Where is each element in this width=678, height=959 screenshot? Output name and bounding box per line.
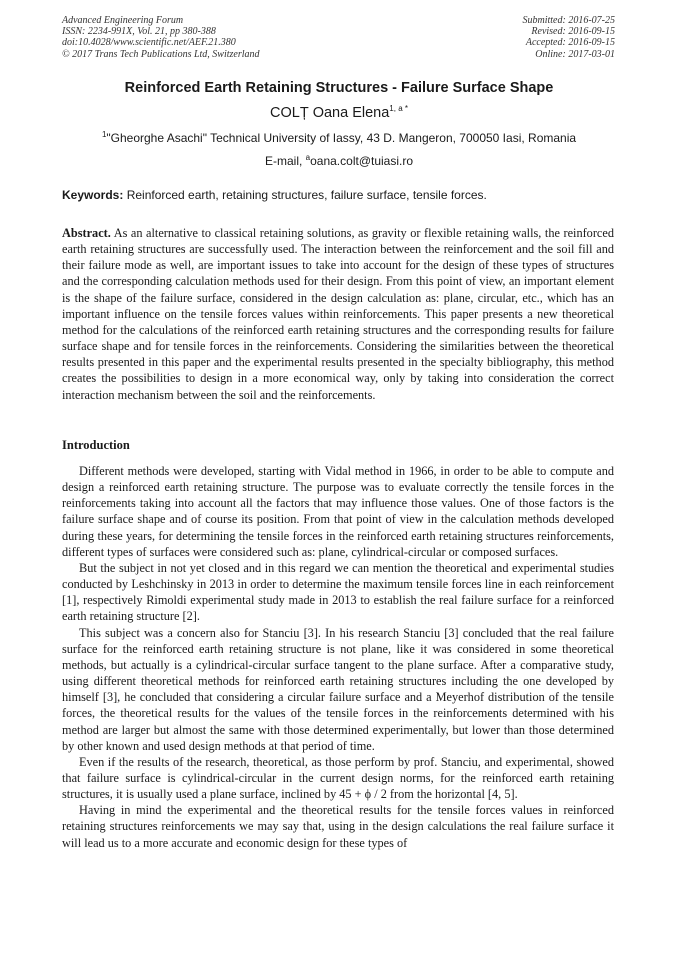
email-line [0, 154, 678, 168]
abstract [62, 225, 614, 403]
affiliation [0, 131, 678, 145]
journal-copyright: © 2017 Trans Tech Publications Ltd, Switzerland [62, 48, 260, 60]
abstract-label: Abstract. [62, 226, 111, 240]
email-label: E-mail, [264, 154, 306, 168]
author-line [0, 105, 678, 121]
journal-info [62, 15, 260, 60]
paper-title: Reinforced Earth Retaining Structures - Failure Surface Shape [124, 80, 554, 96]
submitted-date: Submitted: 2016-07-25 [522, 15, 615, 26]
keywords [62, 188, 614, 202]
journal-issn: ISSN: 2234-991X, Vol. 21, pp 380-388 [62, 26, 216, 38]
journal-name: Advanced Engineering Forum [62, 15, 184, 26]
email-address[interactable]: oana.colt@tuiasi.ro [310, 154, 414, 168]
paragraph: Even if the results of the research, theoretical, as those perform by prof. Stanciu, and experimental, showed that failure surface is cylindrical-circular in the current design norms, for the reinforced earth retaining structures, it is usually used a plane surface, inclined by 45 + ϕ / 2 from the horizontal [4, 5]. [62, 754, 614, 802]
submission-dates [523, 15, 616, 60]
keywords-label: Keywords: [62, 188, 124, 202]
online-date: Online: 2017-03-01 [535, 48, 615, 60]
revised-date: Revised: 2016-09-15 [531, 26, 615, 38]
paragraph: Different methods were developed, starting with Vidal method in 1966, in order to be able to compute and design a reinforced earth retaining structure. The purpose was to evaluate correctly the tensile forces in the reinforcements taking into account all the factors that may influence those values. One of those factors is the failure surface shape and of course its position. From that point of view in the calculation methods developed during these years, for determining the tensile forces in the reinforced earth retaining structures reinforcements, different types of surfaces were considered such as: plane, cylindrical-circular or composed surfaces. [62, 464, 614, 559]
email-mark: a [305, 153, 311, 162]
paragraph: But the subject in not yet closed and in this regard we can mention the theoretical and experimental studies conducted by Leshchinsky in 2013 in order to determine the maximum tensile forces line in each reinforcement [1], respectively Rimoldi experimental study made in 2013 to establish the real failure surface for a reinforced earth retaining structure [2]. [62, 560, 614, 624]
introduction-body [62, 463, 614, 851]
affiliation-text: "Gheorghe Asachi" Technical University of Iassy, 43 D. Mangeron, 700050 Iasi, Romania [106, 131, 577, 145]
affiliation-mark: 1 [101, 130, 107, 139]
author-name: COLȚ Oana Elena [270, 105, 390, 121]
accepted-date: Accepted: 2016-09-15 [525, 37, 615, 49]
abstract-text: As an alternative to classical retaining solutions, as gravity or flexible retaining walls, the reinforced earth retaining structures are successfully used. The interaction between the reinforcement and the soil fill and their failure mode as well, are important issues to take into account for the design of these types of structures and the corresponding calculation methods used for their design. From this point of view, an important element is the shape of the failure surface, considered in the design calculation as: plane, circular, etc., which has an important influence on the tensile forces values within reinforcements. This paper presents a new theoretical method for the calculations of the reinforced earth retaining structures and the corresponding results for failure surface shape and for tensile forces in the reinforcements. Considering the similarities between the theoretical results presented in this paper and the experimental results presented in the specialty bibliography, this method creates the possibilities to design in a more economical way, only by taking into consideration the correct interaction mechanism between the soil and the reinforcements. [62, 226, 614, 402]
keywords-text: Reinforced earth, retaining structures, failure surface, tensile forces. [123, 188, 487, 202]
author-marks: 1, a * [389, 104, 408, 114]
paragraph: Having in mind the experimental and the theoretical results for the tensile forces values in reinforced retaining structures reinforcements we may say that, using in the design calculations the real failure surface it will lead us to a more accurate and economic design for these types of [62, 803, 614, 850]
journal-doi: doi:10.4028/www.scientific.net/AEF.21.380 [62, 37, 236, 49]
paragraph: This subject was a concern also for Stanciu [3]. In his research Stanciu [3] concluded that the real failure surface for the reinforced earth retaining structure is not plane, like it was considered in some theoretical methods, but actually is a cylindrical-circular surface tangent to the plane surface. After a comparative study, using different theoretical methods for reinforced earth retaining structures including the one developed by himself [3], he concluded that considering a circular failure surface and a Meyerhof distribution of the tensile forces, the theoretical results for the values of the tensile forces in the reinforcements determined with his method are larger but almost the same with those determined experimentally, but lower than those determined by other known and used design methods at that period of time. [62, 625, 614, 753]
introduction-heading: Introduction [62, 438, 130, 452]
